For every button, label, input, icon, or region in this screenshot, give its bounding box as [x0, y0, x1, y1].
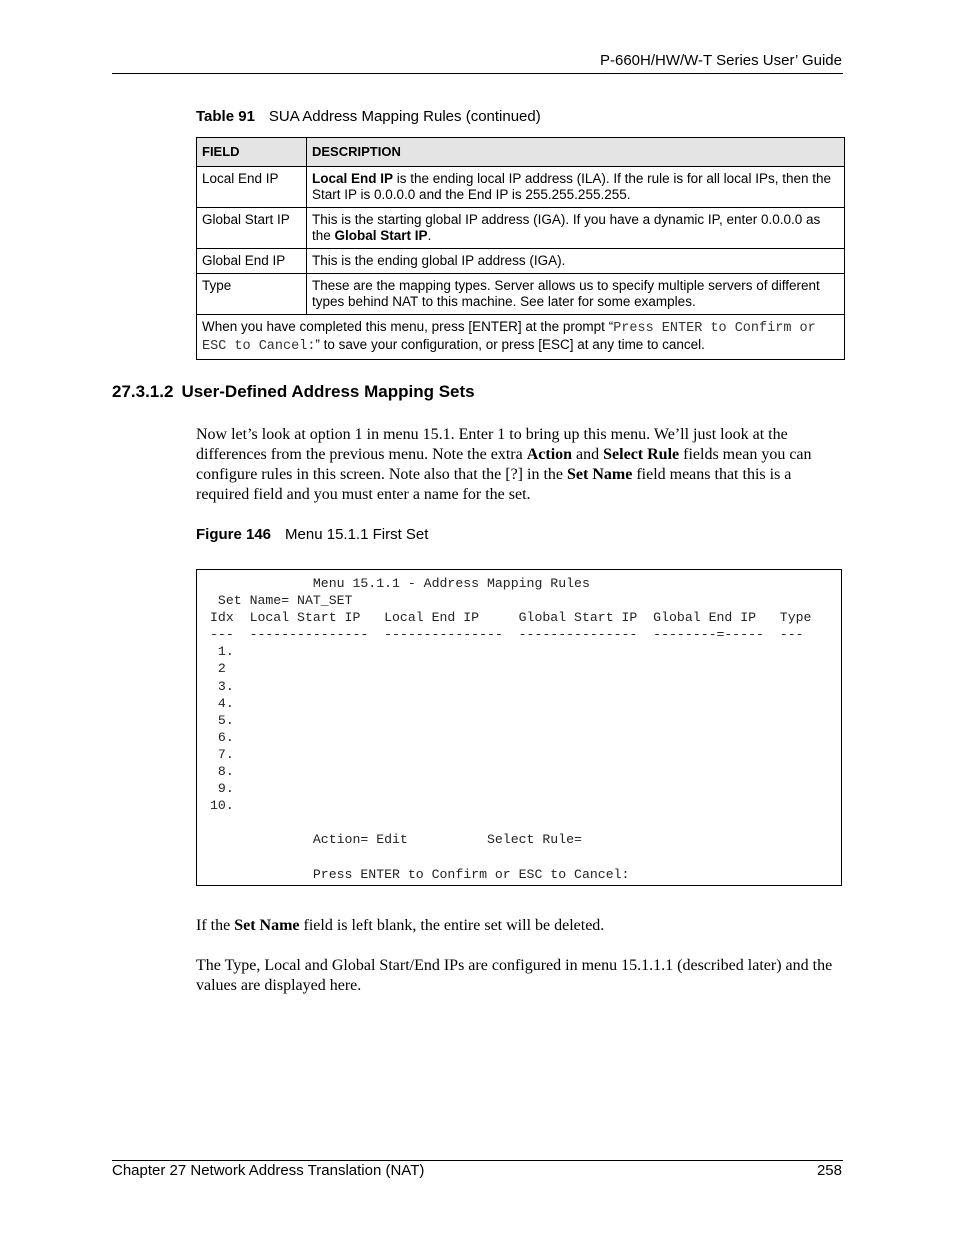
description-cell: These are the mapping types. Server allows us to specify multiple servers of different types behind NAT to this machine. See later for some examples.: [307, 274, 845, 315]
description-column-header: DESCRIPTION: [307, 138, 845, 167]
footer-divider: [112, 1160, 843, 1161]
figure-caption: [196, 526, 428, 543]
paragraph-text: and: [572, 446, 604, 463]
paragraph-text: Now let’s look at option 1 in menu 15.1. Enter 1 to bring up this menu. We’ll just look at the differences from the previous menu. Note the extra: [196, 426, 788, 463]
menu-screen-text: Menu 15.1.1 - Address Mapping Rules Set Name= NAT_SET Idx Local Start IP Local End IP Global Start IP Global End IP Type --- --------------- --------------- --------------- --------=----- --- 1. 2 3. 4. 5. 6. 7. 8. 9. 10. Action= Edit Select Rule= Press ENTER to Confirm or ESC to Cancel:: [210, 576, 812, 882]
description-bold: Local End IP: [312, 171, 394, 186]
table-row: [197, 249, 845, 274]
body-paragraph: The Type, Local and Global Start/End IPs are configured in menu 15.1.1.1 (described later) and the values are displayed here.: [196, 957, 833, 994]
table-header-row: [197, 138, 845, 167]
sua-mapping-rules-table: [196, 137, 845, 360]
paragraph-bold: Select Rule: [603, 446, 680, 463]
section-heading: [112, 382, 475, 402]
header-divider: [112, 73, 843, 74]
body-paragraph: [196, 425, 846, 505]
body-paragraph: [196, 916, 846, 936]
figure-caption-label: Figure 146: [196, 526, 272, 543]
paragraph-bold: Set Name: [567, 466, 633, 483]
footer-chapter: Chapter 27 Network Address Translation (NAT): [112, 1162, 425, 1179]
running-header: P-660H/HW/W-T Series User’ Guide: [599, 52, 842, 69]
description-tail: .: [427, 228, 432, 243]
paragraph-text: field means that this is a required field and you must enter a name for the set.: [196, 466, 792, 503]
description-cell: [307, 167, 845, 208]
table-caption: [196, 108, 541, 125]
field-cell: Type: [197, 274, 307, 315]
table-row: [197, 167, 845, 208]
section-number: 27.3.1.2: [112, 382, 174, 401]
description-cell: This is the ending global IP address (IGA).: [307, 249, 845, 274]
paragraph-text: If the: [196, 917, 235, 934]
table-row: [197, 274, 845, 315]
table-caption-text: SUA Address Mapping Rules (continued): [268, 108, 541, 125]
field-cell: Global End IP: [197, 249, 307, 274]
paragraph-text: field is left blank, the entire set will be deleted.: [299, 917, 605, 934]
description-bold: Global Start IP: [334, 228, 428, 243]
page-number: 258: [816, 1162, 842, 1179]
note-prompt: Press ENTER to Confirm or ESC to Cancel:: [202, 321, 816, 354]
table-row: [197, 208, 845, 249]
field-cell: Global Start IP: [197, 208, 307, 249]
description-text: This is the starting global IP address (IGA). If you have a dynamic IP, enter 0.0.0.0 as the: [312, 212, 821, 243]
paragraph-text: fields mean you can configure rules in this screen. Note also that the [?] in the: [196, 446, 812, 483]
menu-screen-figure: [196, 569, 842, 886]
table-caption-label: Table 91: [196, 108, 255, 125]
note-text-end: ” to save your configuration, or press [ESC] at any time to cancel.: [315, 337, 705, 352]
table-note: [197, 315, 845, 360]
table-note-row: [197, 315, 845, 360]
note-text: When you have completed this menu, press [ENTER] at the prompt “: [202, 319, 614, 334]
figure-caption-text: Menu 15.1.1 First Set: [285, 526, 429, 543]
paragraph-bold: Action: [526, 446, 573, 463]
section-title: User-Defined Address Mapping Sets: [181, 382, 475, 401]
description-cell: [307, 208, 845, 249]
field-cell: Local End IP: [197, 167, 307, 208]
paragraph-bold: Set Name: [234, 917, 300, 934]
description-text: is the ending local IP address (ILA). If the rule is for all local IPs, then the Start IP is 0.0.0.0 and the End IP is 255.255.255.255.: [312, 171, 831, 202]
field-column-header: FIELD: [197, 138, 307, 167]
